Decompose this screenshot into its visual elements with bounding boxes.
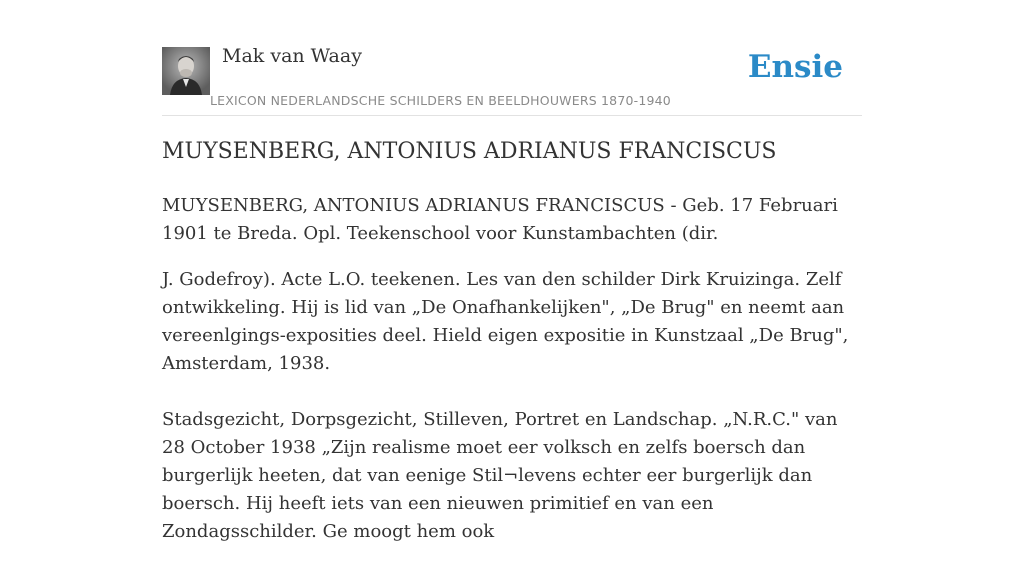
article-title: MUYSENBERG, ANTONIUS ADRIANUS FRANCISCUS xyxy=(162,139,777,164)
article-paragraph: J. Godefroy). Acte L.O. teekenen. Les van den schilder Dirk Kruizinga. Zelf ontwikkeling. Hij is lid van „De Onafhankelijken", „De Brug" en neemt aan vereenlgings-exposities deel. Hield eigen expositie in Kunstzaal „De Brug", Amsterdam, 1938. xyxy=(162,269,849,374)
article-paragraph: Stadsgezicht, Dorpsgezicht, Stilleven, Portret en Landschap. „N.R.C." van 28 October 1938 „Zijn realisme moet eer volksch en zelfs boersch dan burgerlijk heeten, dat van eenige Stil¬levens echter eer burgerlijk dan boersch. Hij heeft iets van een nieuwen primitief en van een Zondagsschilder. Ge moogt hem ook xyxy=(162,409,838,542)
article-paragraph: MUYSENBERG, ANTONIUS ADRIANUS FRANCISCUS - Geb. 17 Februari 1901 te Breda. Opl. Teekenschool voor Kunstambachten (dir. xyxy=(162,195,838,244)
lexicon-subtitle[interactable]: LEXICON NEDERLANDSCHE SCHILDERS EN BEELDHOUWERS 1870-1940 xyxy=(210,93,671,108)
article-body xyxy=(162,192,862,564)
author-name[interactable]: Mak van Waay xyxy=(222,45,362,67)
ensie-logo[interactable]: Ensie xyxy=(747,49,843,85)
portrait-icon xyxy=(162,47,210,95)
author-avatar[interactable] xyxy=(162,47,210,95)
header-divider xyxy=(162,115,862,116)
